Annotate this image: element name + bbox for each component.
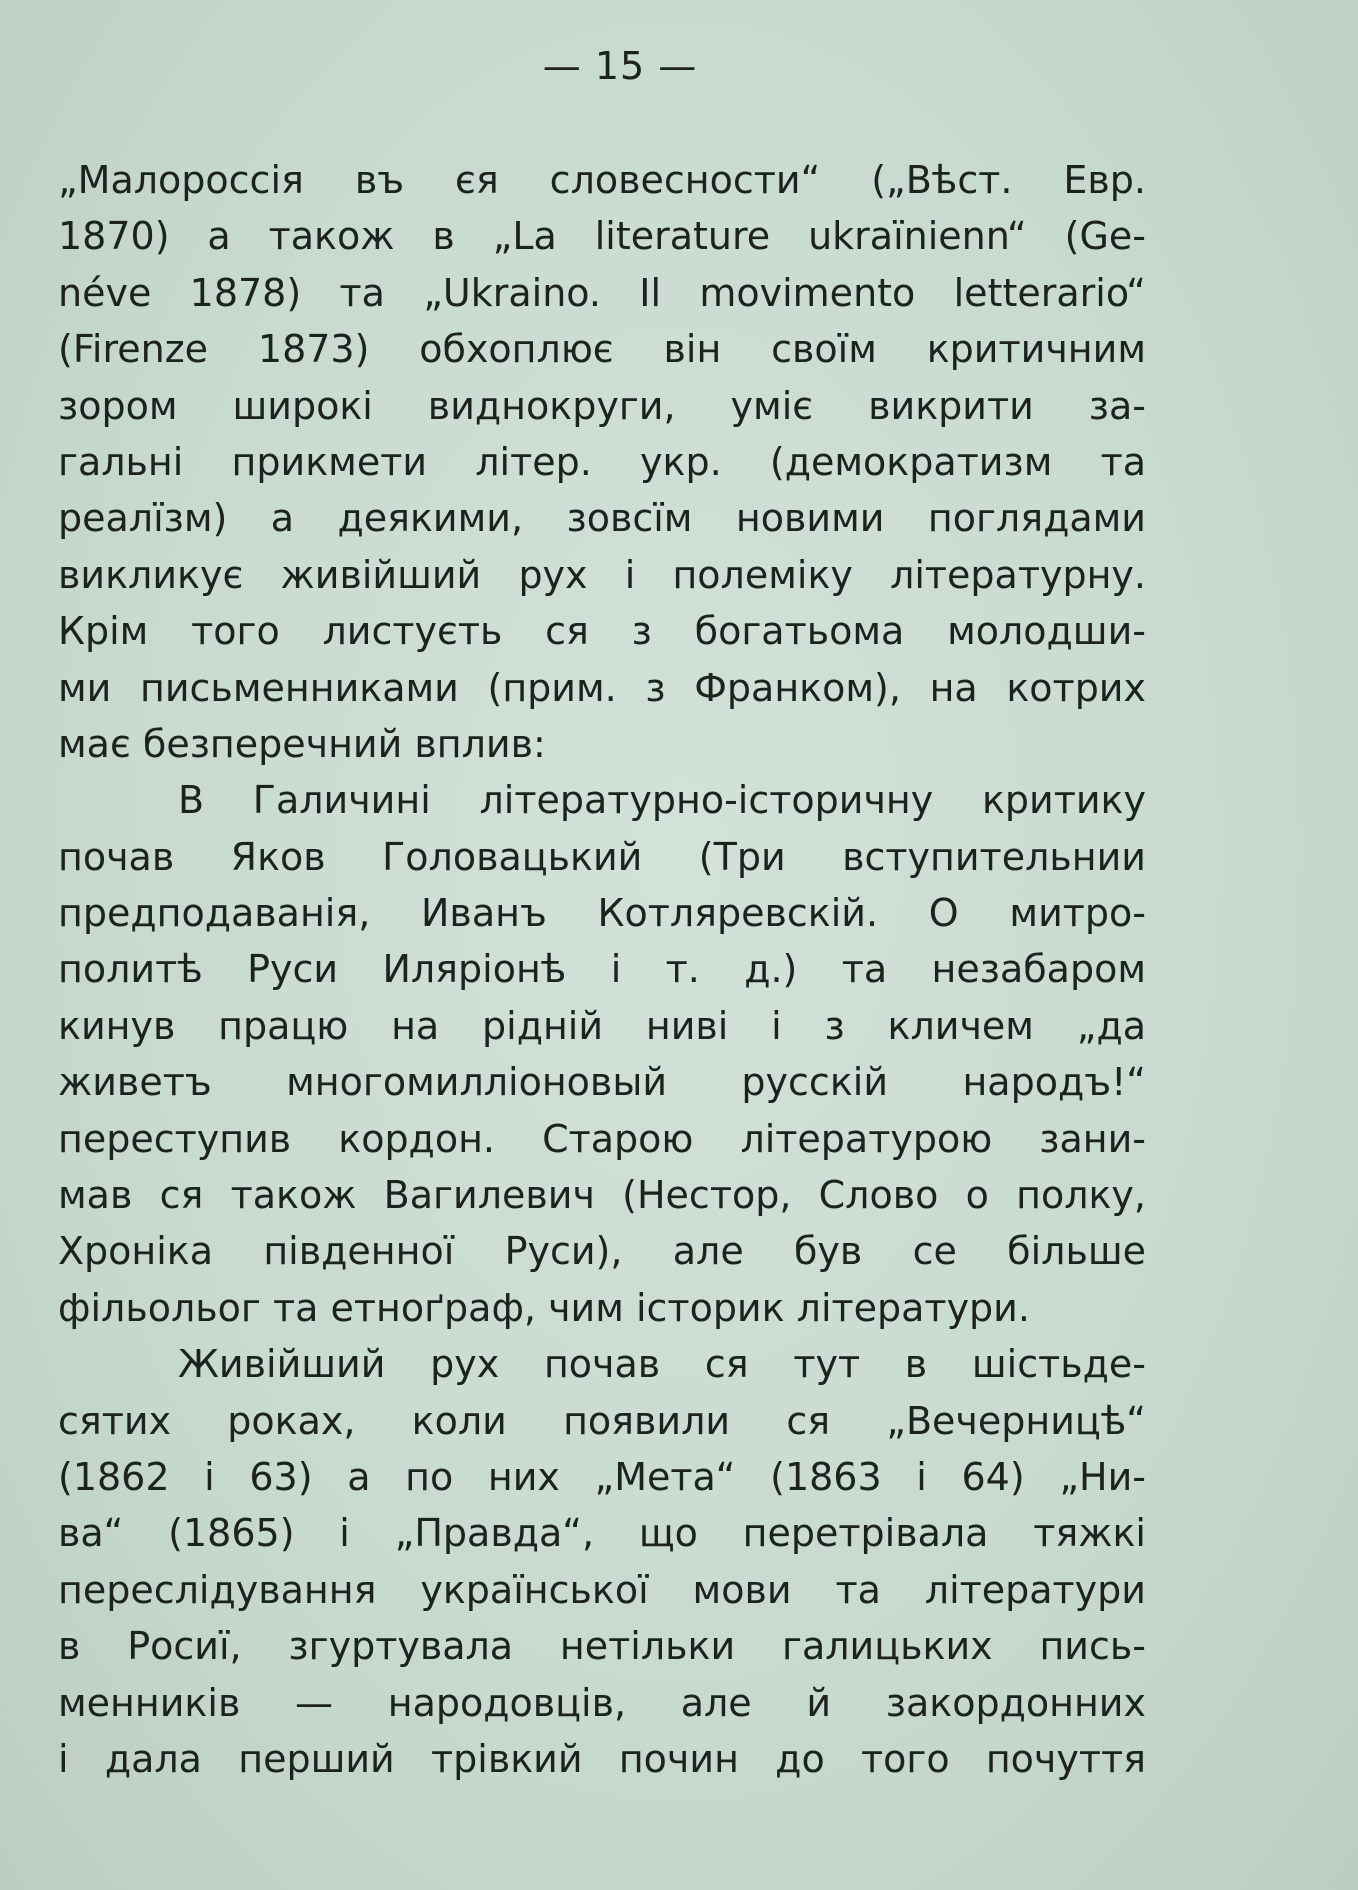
text-line: викликує живійший рух і полеміку літературну. (58, 552, 1146, 597)
text-line: сятих роках, коли появили ся „Вечерницѣ“ (58, 1398, 1146, 1443)
text-line: Живійший рух почав ся тут в шістьде- (178, 1342, 1146, 1387)
text-line: гальні прикмети літер. укр. (демократизм та (58, 439, 1146, 484)
text-line: і дала перший трівкий почин до того почуття (58, 1736, 1146, 1781)
page-number: — 15 — (542, 44, 698, 88)
text-line: кинув працю на рідній ниві і з кличем „да (58, 1003, 1146, 1048)
text-line: В Галичині літературно-історичну критику (178, 778, 1146, 823)
text-line: в Росиї, згуртувала нетільки галицьких пись- (58, 1624, 1146, 1669)
text-line: мав ся також Вагилевич (Нестор, Слово о полку, (58, 1173, 1146, 1218)
text-line: „Малороссія въ єя словесности“ („Вѣст. Евр. (58, 158, 1146, 202)
text-line: зором широкі виднокруги, уміє викрити за- (58, 383, 1146, 428)
text-line: почав Яков Головацький (Три вступительнии (58, 834, 1146, 879)
text-line: живетъ многомиллiоновый русскій народъ!“ (58, 1060, 1146, 1105)
body-text (58, 152, 1146, 1787)
text-line: переступив кордон. Старою літературою зани- (58, 1116, 1146, 1161)
text-line: ва“ (1865) і „Правда“, що перетрівала тяжкі (58, 1511, 1146, 1556)
text-line: реалїзм) а деякими, зовсїм новими поглядами (58, 496, 1146, 541)
text-line: политѣ Руси Иляріонѣ і т. д.) та незабаром (58, 947, 1146, 992)
text-line: 1870) а також в „La literature ukraïnienn“ (Ge- (58, 214, 1146, 259)
text-line: Хроніка південної Руси), але був се більше (58, 1229, 1146, 1274)
text-line: має безперечний вплив: (58, 721, 546, 766)
text-line: néve 1878) та „Ukraino. Il movimento letterario“ (58, 270, 1146, 315)
text-line: (1862 і 63) а по них „Мета“ (1863 і 64) „Ни- (58, 1454, 1146, 1499)
text-line: предподаванія, Иванъ Котляревскій. О митро- (58, 891, 1146, 936)
text-line: фільольог та етноґраф, чим історик літератури. (58, 1285, 1030, 1330)
text-line: ми письменниками (прим. з Франком), на котрих (58, 665, 1146, 710)
text-line: Крім того листуєть ся з богатьома молодши- (58, 609, 1146, 654)
text-line: (Firenze 1873) обхоплює він своїм критичним (58, 327, 1146, 372)
text-line: переслідування української мови та літератури (58, 1567, 1146, 1612)
text-line: менників — народовців, але й закордонних (58, 1680, 1146, 1725)
